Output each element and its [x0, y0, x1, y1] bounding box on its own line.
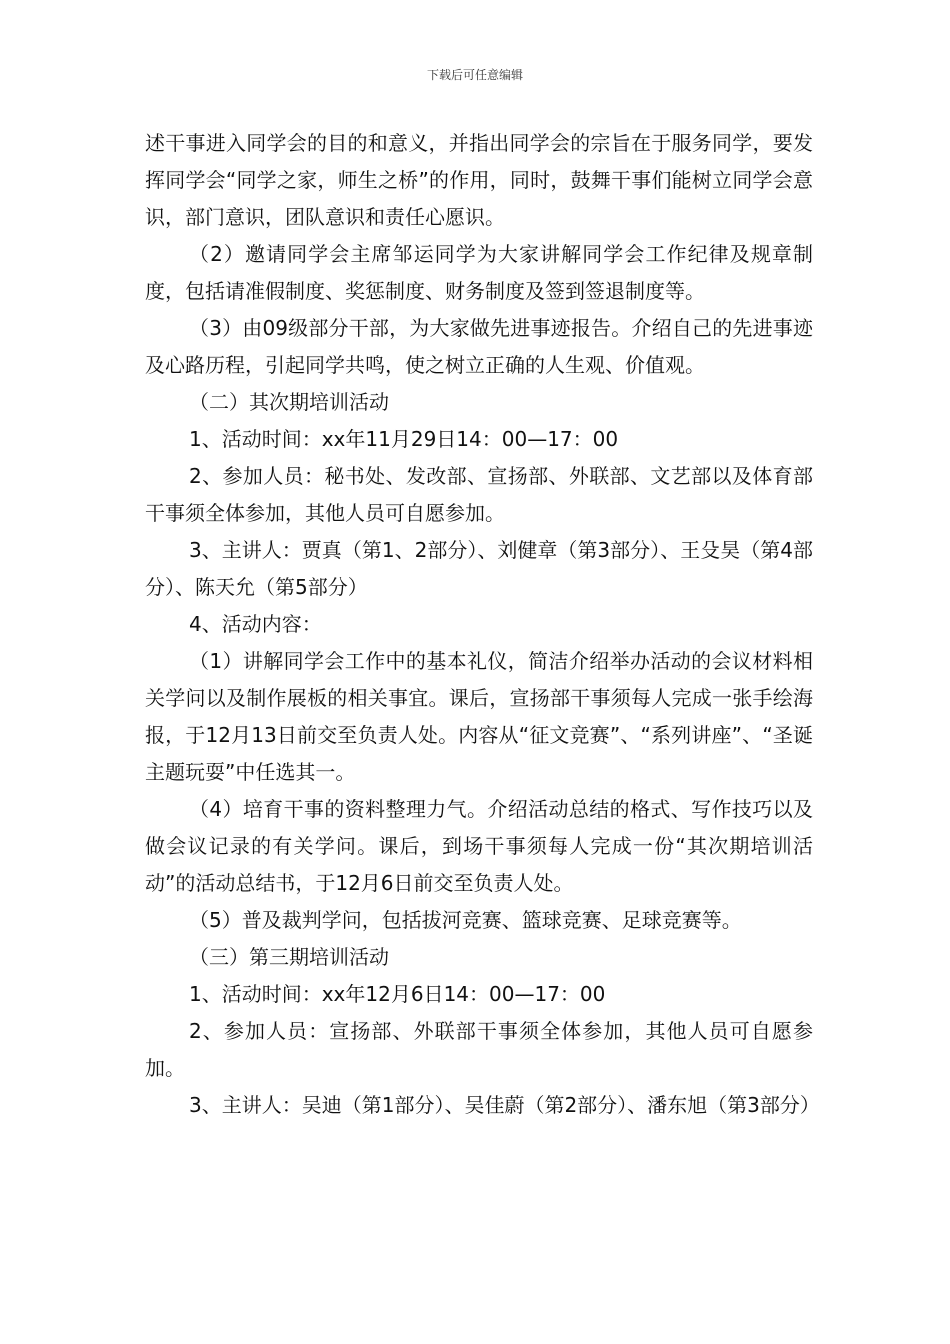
- paragraph: 3、主讲人：贾真（第1、2部分）、刘健章（第3部分）、王殳昊（第4部分）、陈天允（第5部分）: [145, 538, 813, 599]
- paragraph: 4、活动内容：: [189, 612, 322, 636]
- section-heading: （三）第三期培训活动: [189, 945, 389, 969]
- document-body: [145, 125, 820, 1124]
- section-heading: （二）其次期培训活动: [189, 390, 389, 414]
- paragraph: 1、活动时间：xx年11月29日14：00—17：00: [189, 427, 619, 451]
- paragraph: （4）培育干事的资料整理力气。介绍活动总结的格式、写作技巧以及做会议记录的有关学问。课后，到场干事须每人完成一份“其次期培训活动”的活动总结书，于12月6日前交至负责人处。: [145, 797, 813, 895]
- paragraph: （5）普及裁判学问，包括拔河竞赛、篮球竞赛、足球竞赛等。: [189, 908, 742, 932]
- paragraph: 述干事进入同学会的目的和意义，并指出同学会的宗旨在于服务同学，要发挥同学会“同学之家，师生之桥”的作用，同时，鼓舞干事们能树立同学会意识，部门意识，团队意识和责任心愿识。: [145, 131, 813, 229]
- paragraph: （2）邀请同学会主席邹运同学为大家讲解同学会工作纪律及规章制度，包括请准假制度、奖惩制度、财务制度及签到签退制度等。: [145, 242, 813, 303]
- paragraph: 1、活动时间：xx年12月6日14：00—17：00: [189, 982, 606, 1006]
- paragraph: （3）由09级部分干部，为大家做先进事迹报告。介绍自己的先进事迹及心路历程，引起同学共鸣，使之树立正确的人生观、价值观。: [145, 316, 813, 377]
- paragraph: 2、参加人员：宣扬部、外联部干事须全体参加，其他人员可自愿参加。: [145, 1019, 813, 1080]
- paragraph: 2、参加人员：秘书处、发改部、宣扬部、外联部、文艺部以及体育部干事须全体参加，其他人员可自愿参加。: [145, 464, 813, 525]
- page-header: 下载后可任意编辑: [426, 68, 523, 82]
- paragraph: 3、主讲人：吴迪（第1部分）、吴佳蔚（第2部分）、潘东旭（第3部分）: [189, 1093, 820, 1117]
- paragraph: （1）讲解同学会工作中的基本礼仪，简洁介绍举办活动的会议材料相关学问以及制作展板的相关事宜。课后，宣扬部干事须每人完成一张手绘海报，于12月13日前交至负责人处。内容从“征文竞赛”、“系列讲座”、“圣诞主题玩耍”中任选其一。: [145, 649, 813, 784]
